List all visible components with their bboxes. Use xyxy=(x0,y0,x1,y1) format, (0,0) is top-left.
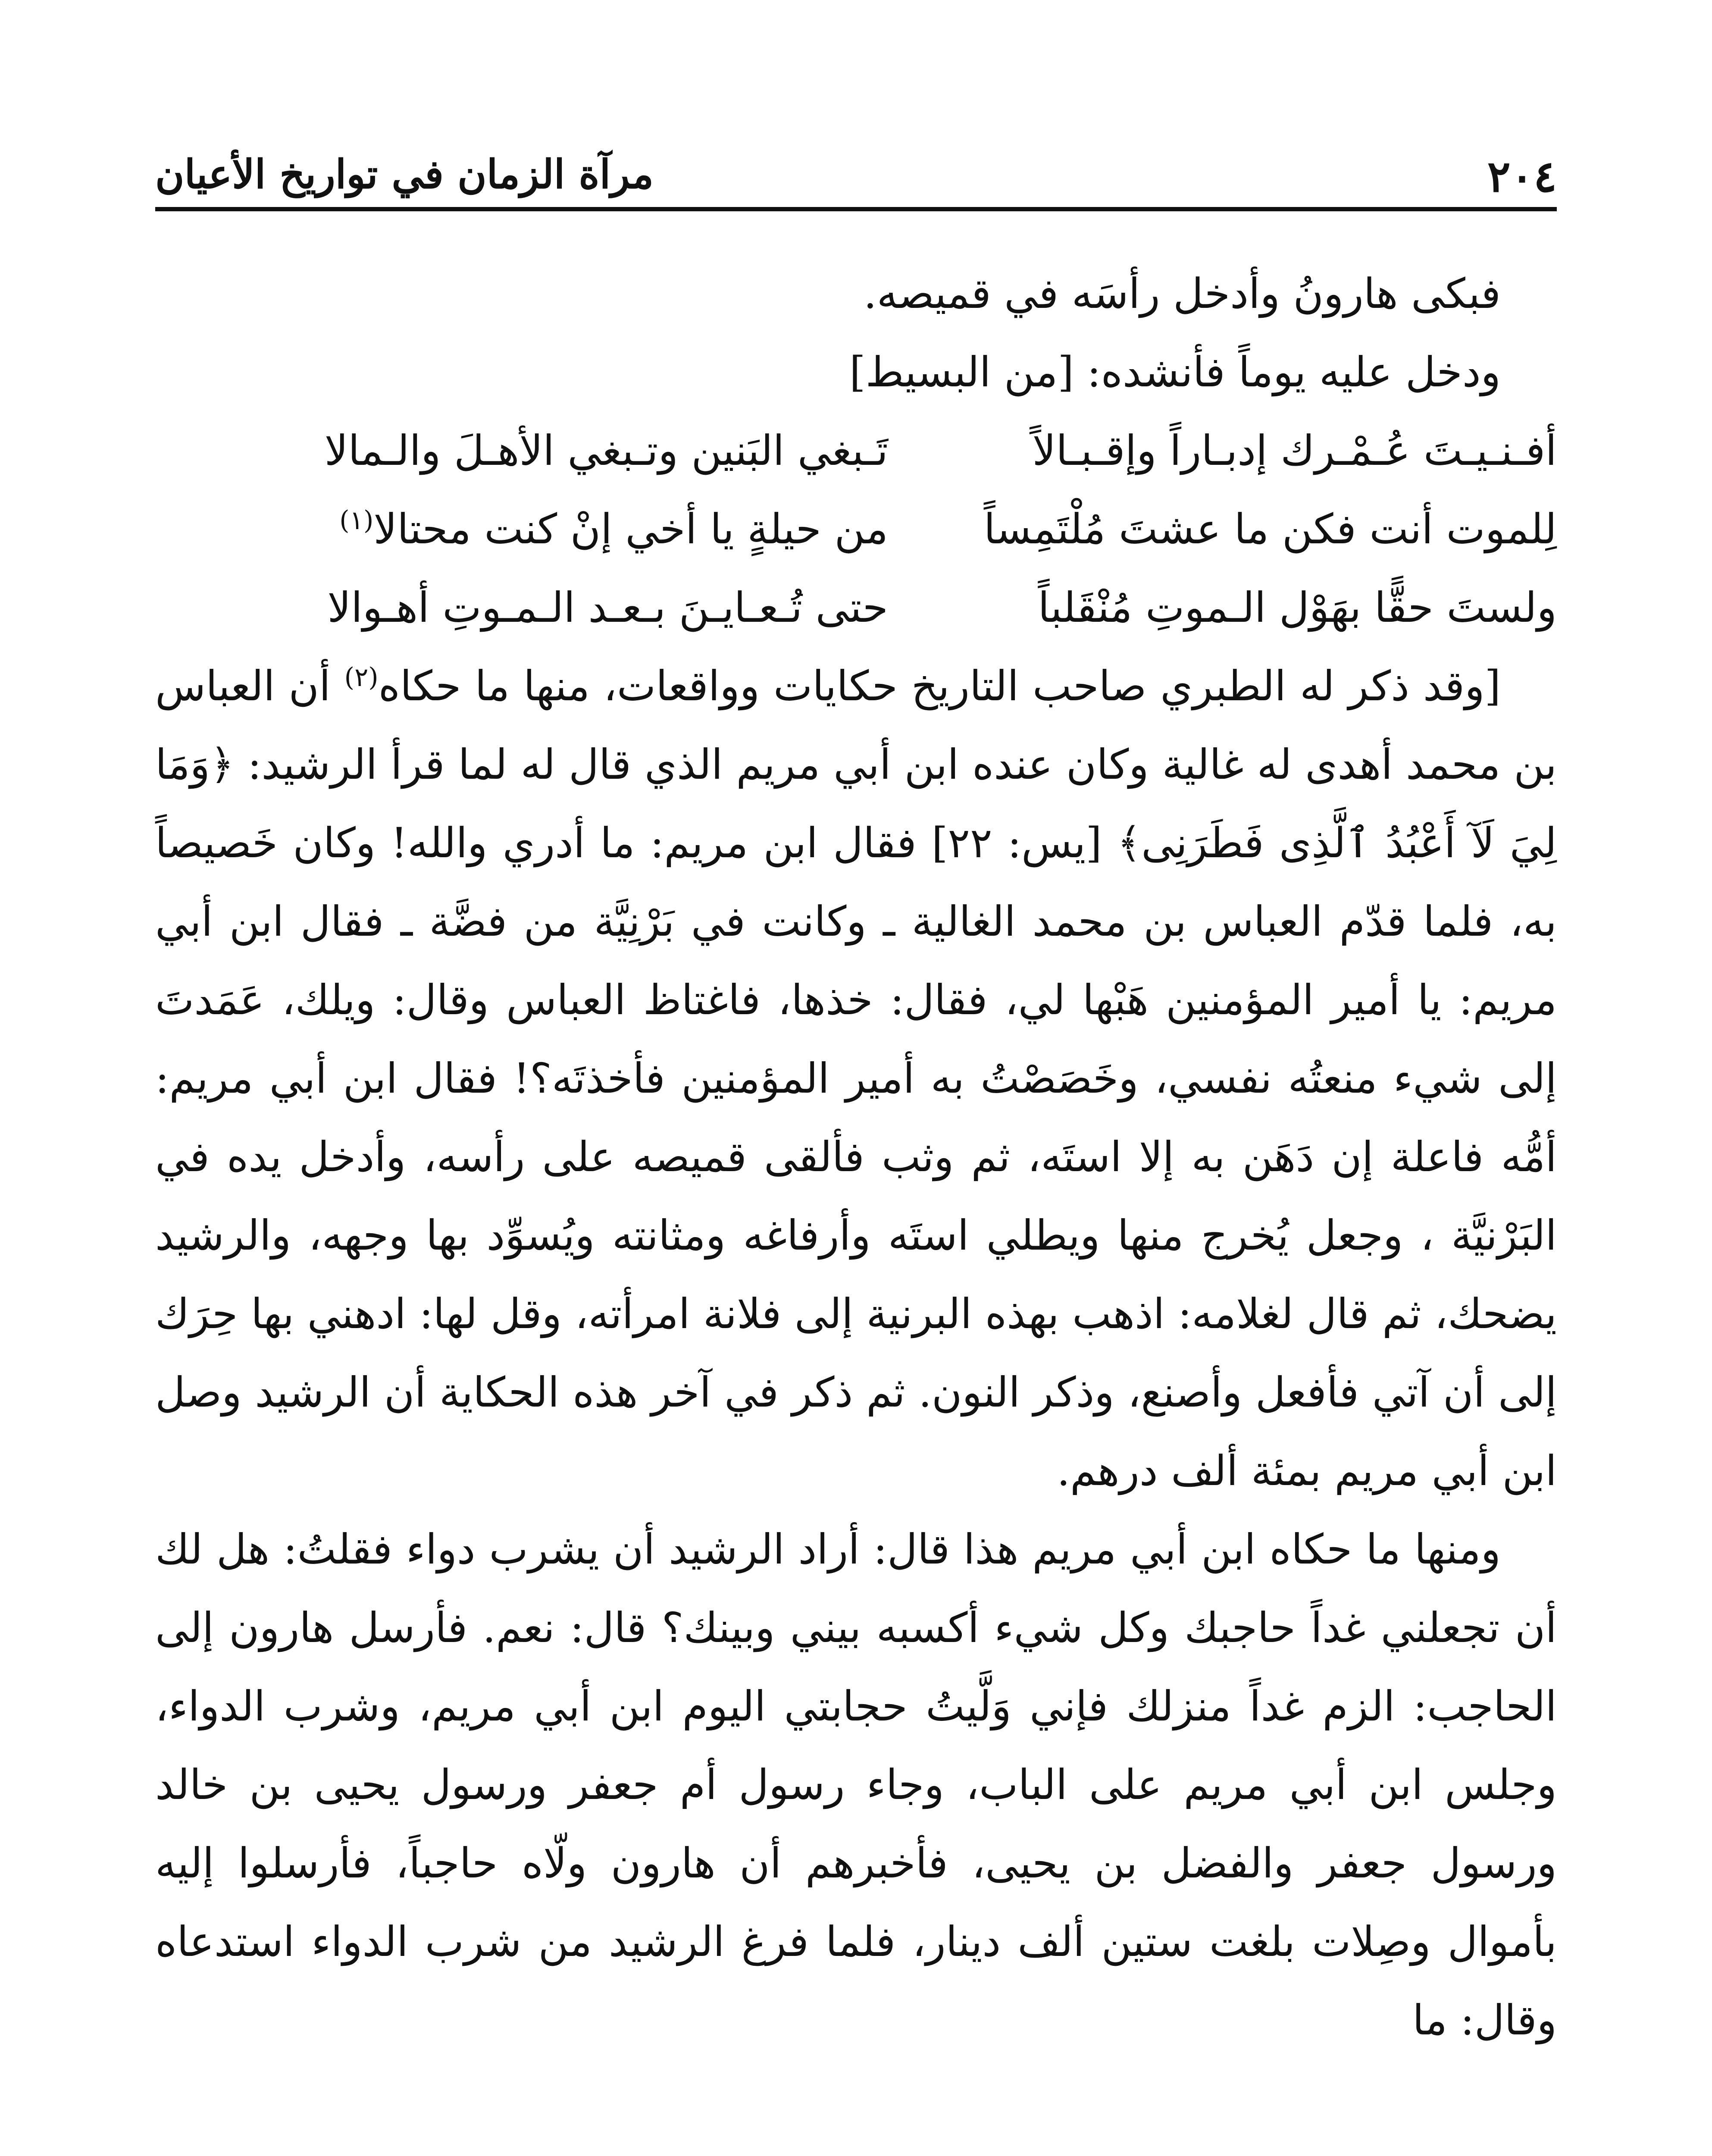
footnote-marker[interactable]: (١) xyxy=(339,505,374,536)
main-text xyxy=(155,254,1557,2059)
text-line: فبكى هارونُ وأدخل رأسَه في قميصه. xyxy=(864,270,1501,318)
verse-first-hemistich: ولستَ حقًّا بهَوْل الـموتِ مُنْقَلباً xyxy=(1038,583,1557,632)
verse-intro-line: ودخل عليه يوماً فأنشده: [من البسيط] xyxy=(849,348,1501,396)
verse-second-hemistich: حتى تُـعـايـنَ بـعـد الـمـوتِ أهـوالا xyxy=(327,583,888,632)
verse-line xyxy=(155,411,1557,490)
verse-second-hemistich xyxy=(155,490,888,568)
paragraph: ومنها ما حكاه ابن أبي مريم هذا قال: أراد الرشيد أن يشرب دواء فقلتُ: هل لك أن تجعلني غداً حاجبك وكل شيء أكسبه بيني وبينك؟ قال: نعم. فأرسل هارون إلى الحاجب: الزم غداً منزلك فإني وَلَّيتُ حجابتي اليوم ابن أبي مريم، وشرب الدواء، وجلس ابن أبي مريم على الباب، وجاء رسول أم جعفر ورسول يحيى بن خالد ورسول جعفر والفضل بن يحيى، فأخبرهم أن هارون ولّاه حاجباً، فأرسلوا إليه بأموال وصِلات بلغت ستين ألف دينار، فلما فرغ الرشيد من شرب الدواء استدعاه وقال: ما xyxy=(155,1525,1557,2044)
paragraph-text: [وقد ذكر له الطبري صاحب التاريخ حكايات وواقعات، منها ما حكاه xyxy=(378,662,1501,710)
verse-first-hemistich: لِلموت أنت فكن ما عشتَ مُلْتَمِساً xyxy=(983,505,1557,553)
verse-line xyxy=(155,490,1557,568)
verse-text: من حيلةٍ يا أخي إنْ كنت محتالا xyxy=(373,505,888,553)
footnote-marker[interactable]: (٢) xyxy=(344,662,379,693)
running-title: مرآة الزمان في تواريخ الأعيان xyxy=(155,151,654,197)
verse-line xyxy=(155,568,1557,647)
page-number: ٢٠٤ xyxy=(1487,151,1557,202)
verse-first-hemistich: أفـنـيـتَ عُـمْـرك إدبـاراً وإقـبـالاً xyxy=(1032,426,1557,475)
paragraph xyxy=(155,647,1557,1510)
paragraph-text: أن العباس بن محمد أهدى له غالية وكان عنده ابن أبي مريم الذي قال له لما قرأ الرشيد: ﴿وَمَا لِيَ لَآ أَعْبُدُ ٱلَّذِى فَطَرَنِى﴾ [يس: ٢٢] فقال ابن مريم: ما أدري والله! وكان خَصيصاً به، فلما قدّم العباس بن محمد الغالية ـ وكانت في بَرْنِيَّة من فضَّة ـ فقال ابن أبي مريم: يا أمير المؤمنين هَبْها لي، فقال: خذها، فاغتاظ العباس وقال: ويلك، عَمَدتَ إلى شيء منعتُه نفسي، وخَصَصْتُ به أمير المؤمنين فأخذتَه؟! فقال ابن أبي مريم: أمُّه فاعلة إن دَهَن به إلا استَه، ثم وثب فألقى قميصه على رأسه، وأدخل يده في البَرْنيَّة ، وجعل يُخرج منها ويطلي استَه وأرفاغه ومثانته ويُسوِّد بها وجهه، والرشيد يضحك، ثم قال لغلامه: اذهب بهذه البرنية إلى فلانة امرأته، وقل لها: ادهني بها حِرَك إلى أن آتي فأفعل وأصنع، وذكر النون. ثم ذكر في آخر هذه الحكاية أن الرشيد وصل ابن أبي مريم بمئة ألف درهم. xyxy=(155,662,1557,1495)
page-header xyxy=(155,147,1557,211)
verse-second-hemistich: تَـبغي البَنين وتـبغي الأهـلَ والـمالا xyxy=(324,426,888,475)
